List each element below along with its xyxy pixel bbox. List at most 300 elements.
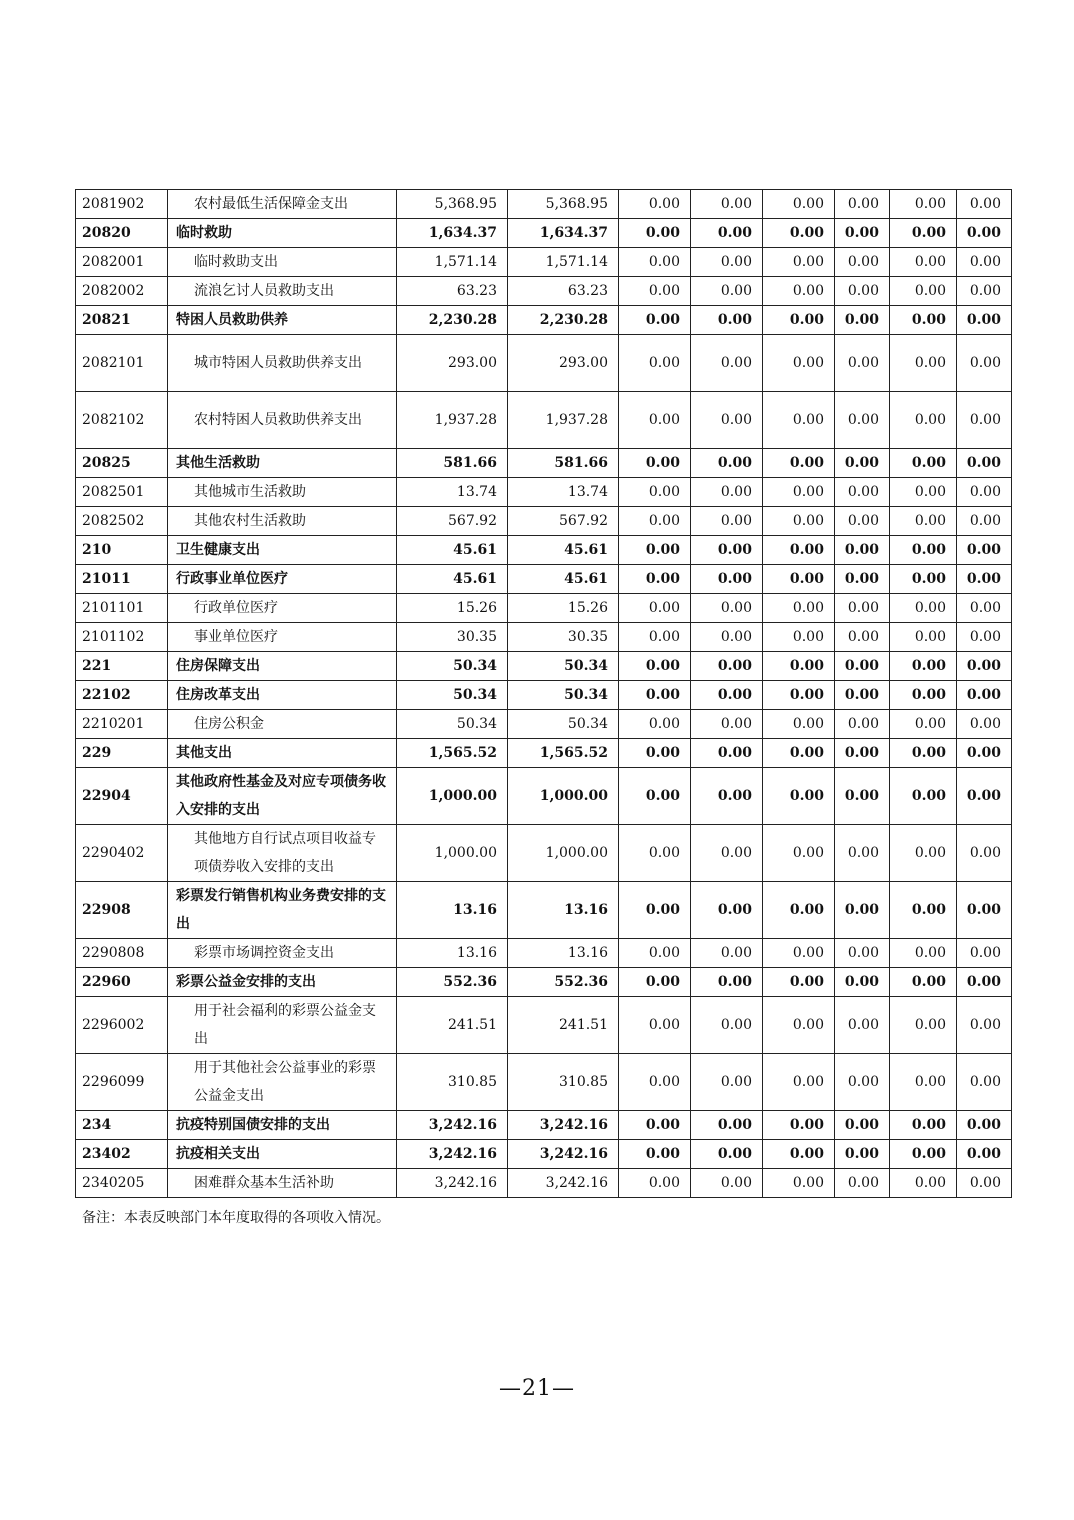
subject-code-cell: 23402: [76, 1140, 168, 1169]
amount-cell: 63.23: [508, 277, 619, 306]
amount-cell: 0.00: [691, 565, 763, 594]
amount-cell: 0.00: [619, 939, 691, 968]
amount-cell: 30.35: [397, 623, 508, 652]
table-row: [76, 825, 1012, 882]
amount-cell: 30.35: [508, 623, 619, 652]
amount-cell: 0.00: [957, 1111, 1012, 1140]
amount-cell: 15.26: [508, 594, 619, 623]
amount-cell: 0.00: [763, 1140, 835, 1169]
amount-cell: 0.00: [890, 392, 957, 449]
amount-cell: 0.00: [619, 1054, 691, 1111]
amount-cell: 1,937.28: [508, 392, 619, 449]
amount-cell: 0.00: [691, 449, 763, 478]
subject-name-cell: 其他地方自行试点项目收益专项债券收入安排的支出: [168, 825, 397, 882]
table-row: [76, 594, 1012, 623]
table-row: [76, 507, 1012, 536]
subject-code-cell: 21011: [76, 565, 168, 594]
amount-cell: 1,571.14: [397, 248, 508, 277]
amount-cell: 0.00: [763, 1169, 835, 1198]
subject-name-cell: 农村特困人员救助供养支出: [168, 392, 397, 449]
amount-cell: 0.00: [619, 478, 691, 507]
amount-cell: 0.00: [957, 478, 1012, 507]
subject-name-cell: 临时救助支出: [168, 248, 397, 277]
amount-cell: 0.00: [763, 306, 835, 335]
amount-cell: 0.00: [691, 392, 763, 449]
amount-cell: 293.00: [397, 335, 508, 392]
amount-cell: 0.00: [691, 248, 763, 277]
subject-name-cell: 流浪乞讨人员救助支出: [168, 277, 397, 306]
amount-cell: 1,565.52: [508, 739, 619, 768]
amount-cell: 0.00: [957, 306, 1012, 335]
amount-cell: 0.00: [890, 1169, 957, 1198]
amount-cell: 0.00: [619, 882, 691, 939]
subject-code-cell: 2296099: [76, 1054, 168, 1111]
amount-cell: 0.00: [957, 1140, 1012, 1169]
amount-cell: 0.00: [890, 768, 957, 825]
subject-code-cell: 2082102: [76, 392, 168, 449]
amount-cell: 0.00: [835, 392, 890, 449]
amount-cell: 0.00: [835, 449, 890, 478]
amount-cell: 0.00: [691, 1054, 763, 1111]
amount-cell: 0.00: [691, 1169, 763, 1198]
amount-cell: 0.00: [957, 219, 1012, 248]
amount-cell: 0.00: [619, 392, 691, 449]
amount-cell: 13.16: [397, 939, 508, 968]
amount-cell: 0.00: [619, 277, 691, 306]
subject-code-cell: 2290402: [76, 825, 168, 882]
table-row: [76, 652, 1012, 681]
amount-cell: 567.92: [508, 507, 619, 536]
amount-cell: 0.00: [957, 882, 1012, 939]
amount-cell: 1,000.00: [508, 768, 619, 825]
table-row: [76, 335, 1012, 392]
subject-name-cell: 彩票公益金安排的支出: [168, 968, 397, 997]
amount-cell: 0.00: [691, 536, 763, 565]
table-row: [76, 248, 1012, 277]
amount-cell: 310.85: [508, 1054, 619, 1111]
amount-cell: 0.00: [957, 565, 1012, 594]
amount-cell: 1,000.00: [397, 768, 508, 825]
table-row: [76, 710, 1012, 739]
amount-cell: 0.00: [763, 882, 835, 939]
amount-cell: 581.66: [508, 449, 619, 478]
amount-cell: 0.00: [619, 335, 691, 392]
amount-cell: 0.00: [763, 710, 835, 739]
amount-cell: 0.00: [619, 594, 691, 623]
subject-name-cell: 其他支出: [168, 739, 397, 768]
subject-name-cell: 农村最低生活保障金支出: [168, 190, 397, 219]
amount-cell: 241.51: [397, 997, 508, 1054]
amount-cell: 0.00: [835, 277, 890, 306]
subject-code-cell: 2082502: [76, 507, 168, 536]
amount-cell: 0.00: [763, 681, 835, 710]
amount-cell: 0.00: [619, 739, 691, 768]
amount-cell: 0.00: [835, 623, 890, 652]
subject-code-cell: 22102: [76, 681, 168, 710]
table-row: [76, 565, 1012, 594]
amount-cell: 13.16: [508, 882, 619, 939]
subject-name-cell: 行政单位医疗: [168, 594, 397, 623]
amount-cell: 0.00: [835, 507, 890, 536]
amount-cell: 0.00: [835, 739, 890, 768]
amount-cell: 0.00: [957, 825, 1012, 882]
amount-cell: 0.00: [957, 335, 1012, 392]
amount-cell: 0.00: [957, 1169, 1012, 1198]
amount-cell: 0.00: [619, 968, 691, 997]
amount-cell: 293.00: [508, 335, 619, 392]
amount-cell: 310.85: [397, 1054, 508, 1111]
amount-cell: 552.36: [508, 968, 619, 997]
amount-cell: 0.00: [619, 681, 691, 710]
amount-cell: 0.00: [691, 939, 763, 968]
amount-cell: 0.00: [763, 565, 835, 594]
amount-cell: 0.00: [957, 594, 1012, 623]
subject-code-cell: 229: [76, 739, 168, 768]
amount-cell: 13.74: [397, 478, 508, 507]
subject-name-cell: 其他生活救助: [168, 449, 397, 478]
amount-cell: 0.00: [763, 335, 835, 392]
amount-cell: 13.16: [508, 939, 619, 968]
subject-code-cell: 234: [76, 1111, 168, 1140]
amount-cell: 45.61: [397, 565, 508, 594]
amount-cell: 45.61: [508, 536, 619, 565]
subject-name-cell: 卫生健康支出: [168, 536, 397, 565]
table-row: [76, 1111, 1012, 1140]
subject-code-cell: 2296002: [76, 997, 168, 1054]
amount-cell: 0.00: [691, 768, 763, 825]
amount-cell: 0.00: [691, 306, 763, 335]
amount-cell: 0.00: [890, 623, 957, 652]
amount-cell: 0.00: [691, 882, 763, 939]
table-row: [76, 190, 1012, 219]
amount-cell: 0.00: [691, 739, 763, 768]
amount-cell: 0.00: [890, 739, 957, 768]
amount-cell: 0.00: [890, 565, 957, 594]
subject-code-cell: 2290808: [76, 939, 168, 968]
amount-cell: 0.00: [691, 710, 763, 739]
amount-cell: 0.00: [890, 507, 957, 536]
amount-cell: 0.00: [691, 968, 763, 997]
table-row: [76, 449, 1012, 478]
amount-cell: 0.00: [890, 710, 957, 739]
subject-code-cell: 20825: [76, 449, 168, 478]
amount-cell: 0.00: [835, 1054, 890, 1111]
table-row: [76, 306, 1012, 335]
amount-cell: 50.34: [397, 710, 508, 739]
amount-cell: 0.00: [763, 1111, 835, 1140]
amount-cell: 0.00: [691, 1140, 763, 1169]
amount-cell: 0.00: [763, 536, 835, 565]
table-row: [76, 277, 1012, 306]
amount-cell: 0.00: [835, 825, 890, 882]
amount-cell: 0.00: [890, 939, 957, 968]
subject-code-cell: 2101102: [76, 623, 168, 652]
subject-code-cell: 2082501: [76, 478, 168, 507]
amount-cell: 1,565.52: [397, 739, 508, 768]
amount-cell: 0.00: [691, 594, 763, 623]
amount-cell: 0.00: [835, 1140, 890, 1169]
table-row: [76, 739, 1012, 768]
amount-cell: 0.00: [890, 219, 957, 248]
amount-cell: 0.00: [890, 306, 957, 335]
amount-cell: 0.00: [691, 219, 763, 248]
amount-cell: 0.00: [957, 507, 1012, 536]
amount-cell: 0.00: [957, 536, 1012, 565]
amount-cell: 0.00: [835, 335, 890, 392]
amount-cell: 0.00: [691, 997, 763, 1054]
amount-cell: 1,634.37: [397, 219, 508, 248]
subject-name-cell: 临时救助: [168, 219, 397, 248]
table-row: [76, 681, 1012, 710]
amount-cell: 0.00: [890, 190, 957, 219]
amount-cell: 0.00: [619, 710, 691, 739]
subject-name-cell: 用于其他社会公益事业的彩票公益金支出: [168, 1054, 397, 1111]
amount-cell: 0.00: [890, 277, 957, 306]
subject-code-cell: 2210201: [76, 710, 168, 739]
amount-cell: 0.00: [619, 449, 691, 478]
amount-cell: 0.00: [763, 190, 835, 219]
amount-cell: 13.74: [508, 478, 619, 507]
amount-cell: 0.00: [835, 681, 890, 710]
amount-cell: 0.00: [835, 219, 890, 248]
amount-cell: 0.00: [691, 190, 763, 219]
amount-cell: 13.16: [397, 882, 508, 939]
budget-table: [75, 189, 1012, 1198]
amount-cell: 0.00: [763, 277, 835, 306]
table-row: [76, 392, 1012, 449]
amount-cell: 0.00: [763, 478, 835, 507]
amount-cell: 45.61: [397, 536, 508, 565]
amount-cell: 0.00: [957, 710, 1012, 739]
amount-cell: 0.00: [835, 1169, 890, 1198]
amount-cell: 0.00: [957, 449, 1012, 478]
table-row: [76, 882, 1012, 939]
amount-cell: 3,242.16: [508, 1169, 619, 1198]
amount-cell: 0.00: [890, 449, 957, 478]
amount-cell: 0.00: [835, 190, 890, 219]
table-row: [76, 968, 1012, 997]
amount-cell: 50.34: [508, 652, 619, 681]
subject-code-cell: 22908: [76, 882, 168, 939]
amount-cell: 0.00: [890, 681, 957, 710]
subject-name-cell: 其他政府性基金及对应专项债务收入安排的支出: [168, 768, 397, 825]
amount-cell: 0.00: [957, 248, 1012, 277]
amount-cell: 0.00: [890, 478, 957, 507]
amount-cell: 0.00: [890, 825, 957, 882]
amount-cell: 0.00: [835, 968, 890, 997]
table-row: [76, 997, 1012, 1054]
amount-cell: 0.00: [619, 1169, 691, 1198]
subject-name-cell: 城市特困人员救助供养支出: [168, 335, 397, 392]
amount-cell: 0.00: [763, 449, 835, 478]
amount-cell: 0.00: [890, 594, 957, 623]
amount-cell: 0.00: [957, 968, 1012, 997]
amount-cell: 0.00: [619, 219, 691, 248]
amount-cell: 1,571.14: [508, 248, 619, 277]
table-row: [76, 478, 1012, 507]
subject-name-cell: 事业单位医疗: [168, 623, 397, 652]
amount-cell: 50.34: [508, 710, 619, 739]
amount-cell: 0.00: [835, 536, 890, 565]
subject-code-cell: 2082001: [76, 248, 168, 277]
amount-cell: 567.92: [397, 507, 508, 536]
subject-code-cell: 2340205: [76, 1169, 168, 1198]
amount-cell: 50.34: [397, 681, 508, 710]
amount-cell: 0.00: [763, 219, 835, 248]
amount-cell: 0.00: [957, 768, 1012, 825]
amount-cell: 0.00: [957, 277, 1012, 306]
amount-cell: 0.00: [835, 768, 890, 825]
amount-cell: 0.00: [763, 939, 835, 968]
subject-code-cell: 22960: [76, 968, 168, 997]
subject-code-cell: 20820: [76, 219, 168, 248]
amount-cell: 0.00: [691, 277, 763, 306]
amount-cell: 0.00: [835, 710, 890, 739]
amount-cell: 0.00: [763, 825, 835, 882]
amount-cell: 0.00: [763, 248, 835, 277]
subject-name-cell: 住房保障支出: [168, 652, 397, 681]
amount-cell: 3,242.16: [397, 1111, 508, 1140]
amount-cell: 0.00: [763, 1054, 835, 1111]
amount-cell: 0.00: [763, 392, 835, 449]
amount-cell: 0.00: [619, 507, 691, 536]
table-row: [76, 768, 1012, 825]
amount-cell: 0.00: [835, 565, 890, 594]
amount-cell: 581.66: [397, 449, 508, 478]
page-number: —21—: [499, 1376, 575, 1401]
amount-cell: 0.00: [835, 1111, 890, 1140]
amount-cell: 0.00: [619, 825, 691, 882]
amount-cell: 0.00: [890, 882, 957, 939]
amount-cell: 45.61: [508, 565, 619, 594]
amount-cell: 0.00: [890, 1111, 957, 1140]
amount-cell: 0.00: [957, 392, 1012, 449]
amount-cell: 0.00: [763, 739, 835, 768]
amount-cell: 0.00: [691, 335, 763, 392]
subject-code-cell: 2101101: [76, 594, 168, 623]
amount-cell: 0.00: [619, 997, 691, 1054]
amount-cell: 1,000.00: [397, 825, 508, 882]
amount-cell: 0.00: [691, 507, 763, 536]
amount-cell: 3,242.16: [397, 1140, 508, 1169]
amount-cell: 0.00: [835, 248, 890, 277]
amount-cell: 0.00: [957, 190, 1012, 219]
amount-cell: 0.00: [835, 652, 890, 681]
amount-cell: 1,634.37: [508, 219, 619, 248]
amount-cell: 0.00: [691, 825, 763, 882]
amount-cell: 2,230.28: [397, 306, 508, 335]
subject-name-cell: 抗疫特别国债安排的支出: [168, 1111, 397, 1140]
amount-cell: 0.00: [763, 652, 835, 681]
amount-cell: 0.00: [890, 997, 957, 1054]
amount-cell: 50.34: [397, 652, 508, 681]
amount-cell: 0.00: [691, 1111, 763, 1140]
amount-cell: 0.00: [890, 1054, 957, 1111]
amount-cell: 0.00: [835, 594, 890, 623]
amount-cell: 0.00: [957, 1054, 1012, 1111]
subject-name-cell: 彩票市场调控资金支出: [168, 939, 397, 968]
table-row: [76, 1169, 1012, 1198]
amount-cell: 0.00: [957, 939, 1012, 968]
amount-cell: 0.00: [890, 1140, 957, 1169]
amount-cell: 0.00: [619, 536, 691, 565]
table-row: [76, 939, 1012, 968]
subject-code-cell: 221: [76, 652, 168, 681]
table-row: [76, 623, 1012, 652]
amount-cell: 0.00: [691, 478, 763, 507]
table-note: 备注：本表反映部门本年度取得的各项收入情况。: [82, 1210, 390, 1226]
amount-cell: 3,242.16: [397, 1169, 508, 1198]
amount-cell: 0.00: [763, 623, 835, 652]
amount-cell: 0.00: [691, 681, 763, 710]
amount-cell: 0.00: [619, 623, 691, 652]
amount-cell: 0.00: [835, 478, 890, 507]
amount-cell: 0.00: [957, 997, 1012, 1054]
amount-cell: 0.00: [763, 968, 835, 997]
amount-cell: 3,242.16: [508, 1111, 619, 1140]
subject-name-cell: 困难群众基本生活补助: [168, 1169, 397, 1198]
amount-cell: 2,230.28: [508, 306, 619, 335]
amount-cell: 0.00: [957, 652, 1012, 681]
amount-cell: 0.00: [619, 768, 691, 825]
subject-name-cell: 彩票发行销售机构业务费安排的支出: [168, 882, 397, 939]
amount-cell: 15.26: [397, 594, 508, 623]
table-row: [76, 1140, 1012, 1169]
subject-name-cell: 用于社会福利的彩票公益金支出: [168, 997, 397, 1054]
table-body: [76, 190, 1012, 1198]
amount-cell: 0.00: [957, 681, 1012, 710]
amount-cell: 5,368.95: [397, 190, 508, 219]
table-row: [76, 219, 1012, 248]
amount-cell: 0.00: [890, 968, 957, 997]
subject-code-cell: 2082002: [76, 277, 168, 306]
amount-cell: 1,000.00: [508, 825, 619, 882]
amount-cell: 0.00: [835, 939, 890, 968]
amount-cell: 0.00: [691, 652, 763, 681]
amount-cell: 0.00: [619, 190, 691, 219]
amount-cell: 0.00: [957, 623, 1012, 652]
amount-cell: 0.00: [619, 652, 691, 681]
amount-cell: 0.00: [835, 882, 890, 939]
subject-name-cell: 住房改革支出: [168, 681, 397, 710]
amount-cell: 5,368.95: [508, 190, 619, 219]
amount-cell: 0.00: [691, 623, 763, 652]
table-row: [76, 536, 1012, 565]
subject-name-cell: 行政事业单位医疗: [168, 565, 397, 594]
amount-cell: 0.00: [619, 306, 691, 335]
amount-cell: 0.00: [957, 739, 1012, 768]
subject-code-cell: 2081902: [76, 190, 168, 219]
subject-code-cell: 210: [76, 536, 168, 565]
subject-name-cell: 特困人员救助供养: [168, 306, 397, 335]
amount-cell: 0.00: [763, 594, 835, 623]
amount-cell: 50.34: [508, 681, 619, 710]
amount-cell: 552.36: [397, 968, 508, 997]
amount-cell: 0.00: [619, 1111, 691, 1140]
subject-code-cell: 2082101: [76, 335, 168, 392]
subject-code-cell: 20821: [76, 306, 168, 335]
amount-cell: 0.00: [890, 536, 957, 565]
amount-cell: 0.00: [763, 997, 835, 1054]
amount-cell: 0.00: [619, 565, 691, 594]
amount-cell: 0.00: [763, 507, 835, 536]
amount-cell: 241.51: [508, 997, 619, 1054]
subject-name-cell: 其他农村生活救助: [168, 507, 397, 536]
subject-code-cell: 22904: [76, 768, 168, 825]
amount-cell: 63.23: [397, 277, 508, 306]
amount-cell: 0.00: [890, 248, 957, 277]
amount-cell: 0.00: [763, 768, 835, 825]
